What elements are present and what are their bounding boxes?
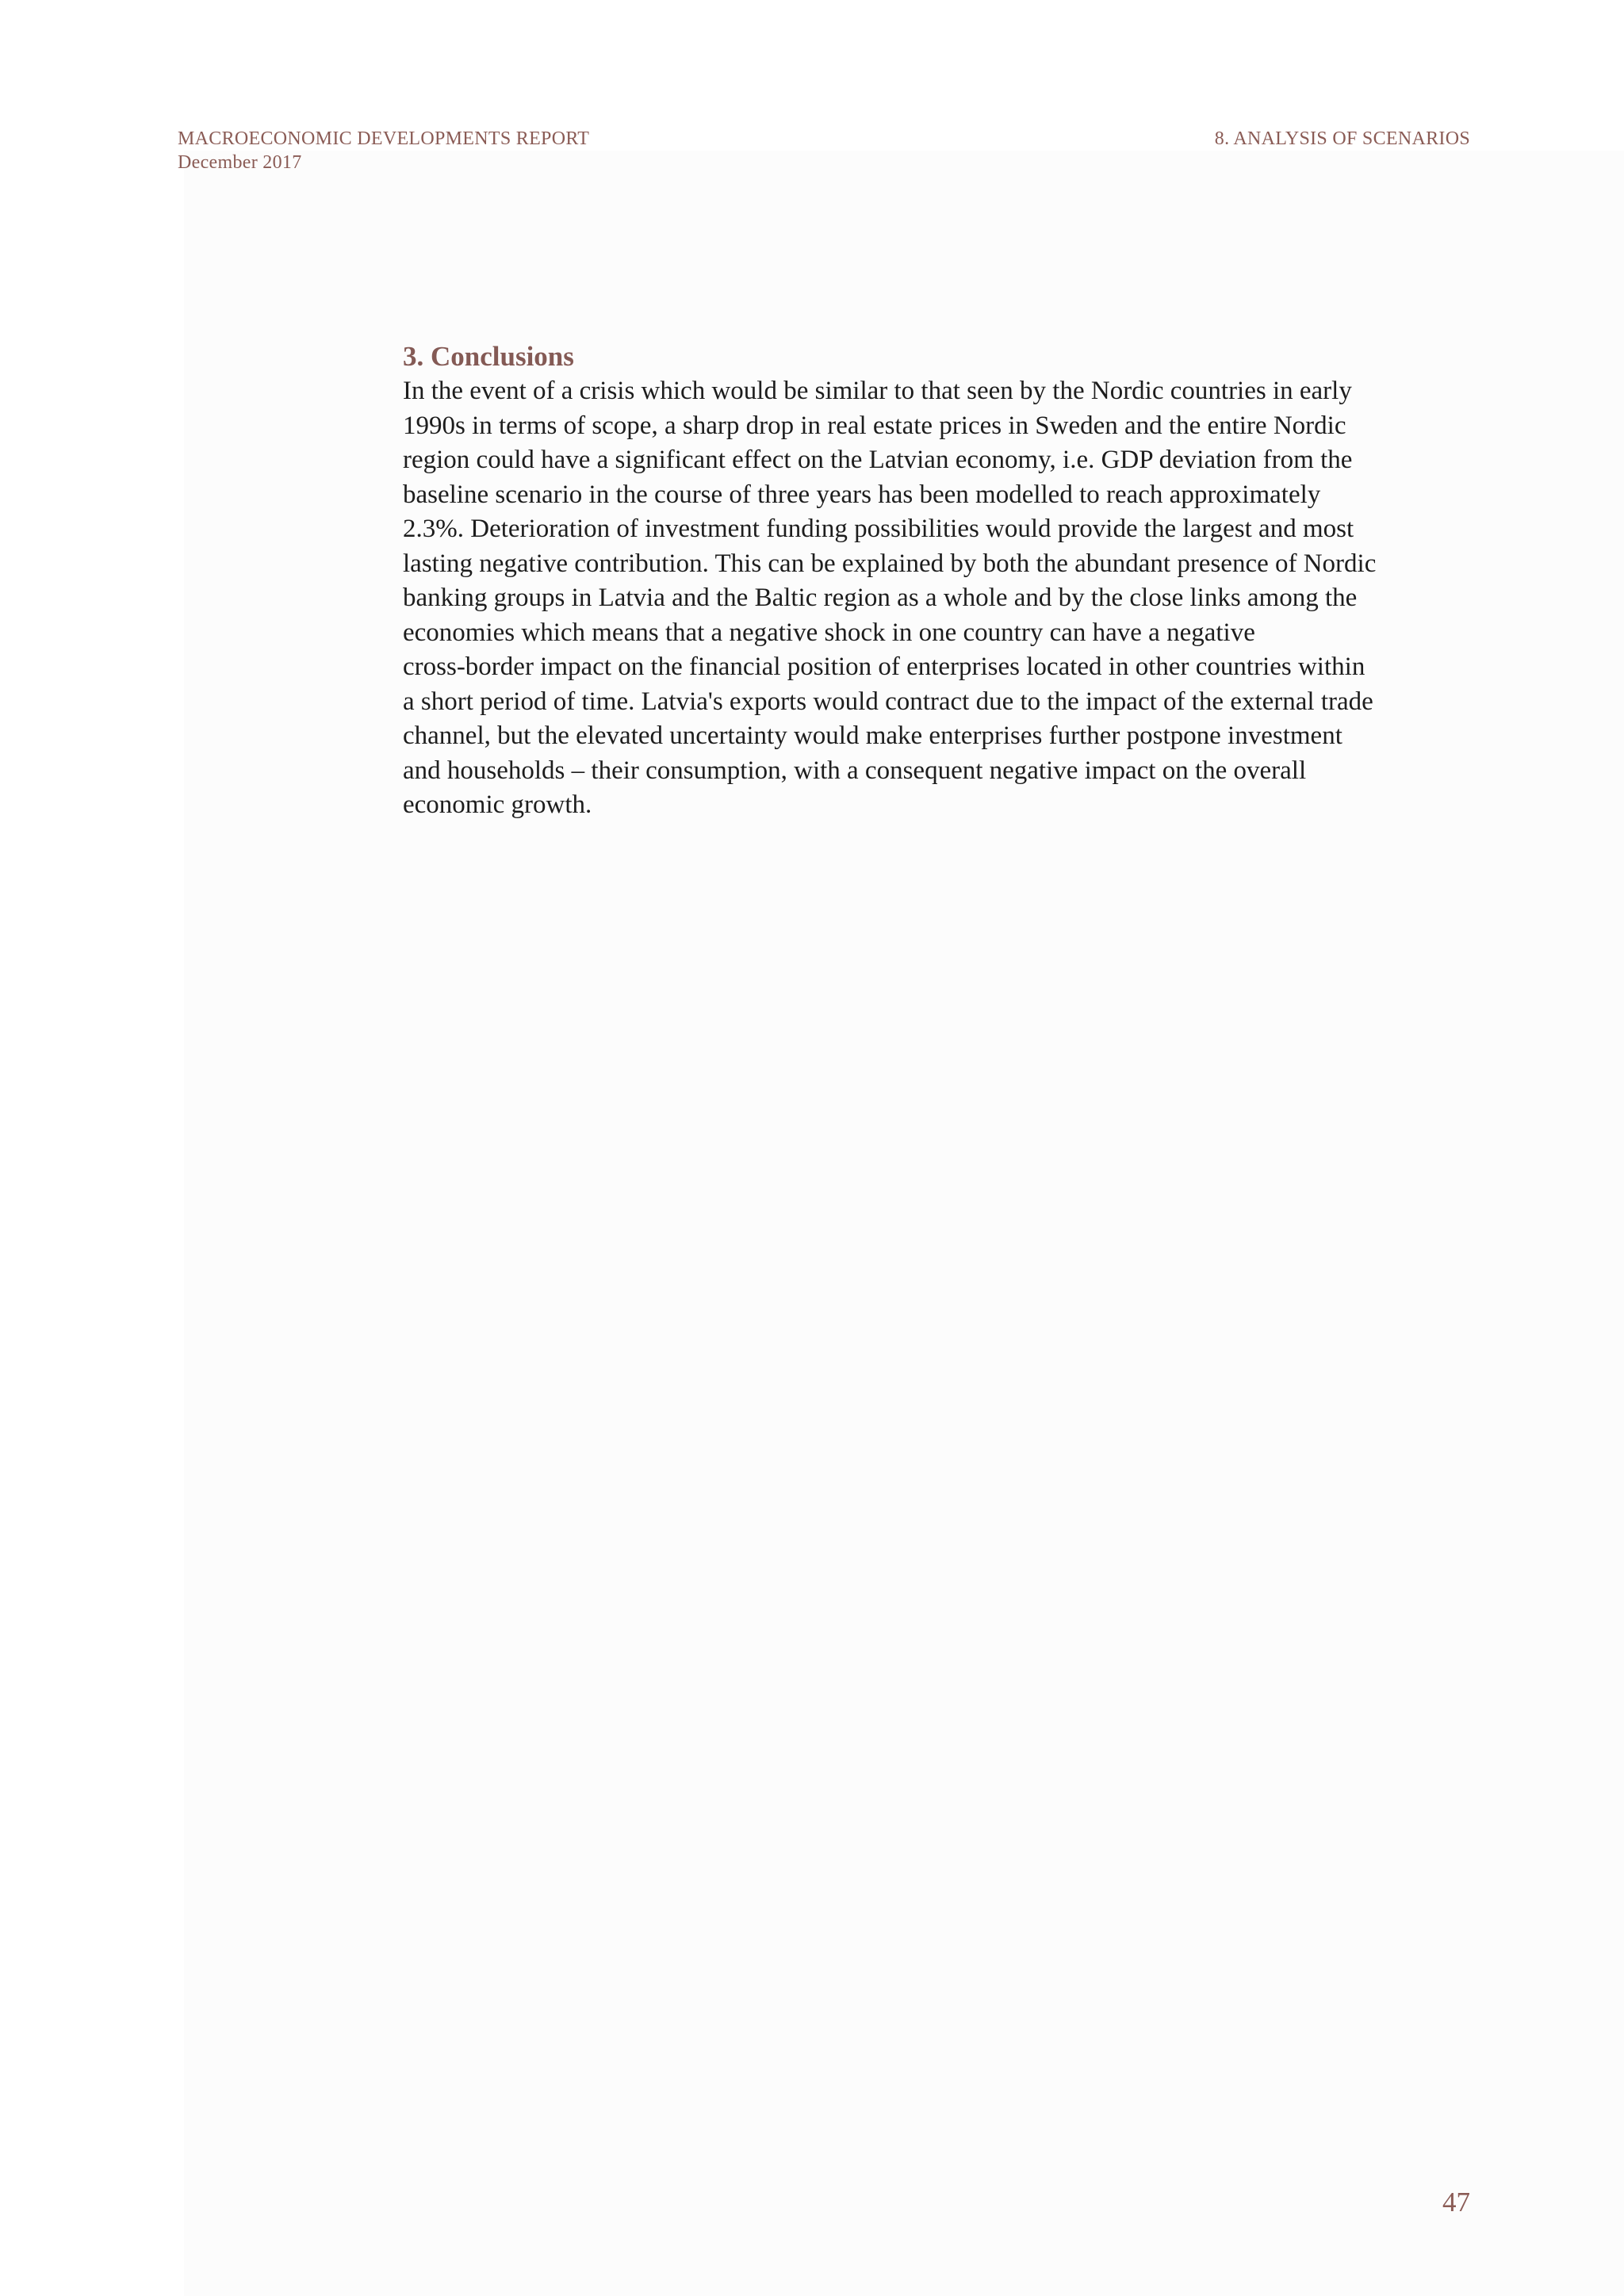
section-heading: 3. Conclusions [403,341,574,372]
chapter-title: 8. ANALYSIS OF SCENARIOS [1214,128,1470,149]
page-number: 47 [1442,2187,1470,2218]
report-title: MACROECONOMIC DEVELOPMENTS REPORT [178,128,590,149]
paragraph-line: 2.3%. Deterioration of investment funding possibilities would provide the largest and most [403,515,1354,543]
paragraph-line: channel, but the elevated uncertainty would make enterprises further postpone investment [403,721,1342,750]
paragraph-line: economic growth. [403,790,592,819]
paragraph-line: region could have a significant effect on the Latvian economy, i.e. GDP deviation from the [403,446,1353,474]
header-left [178,127,589,174]
paragraph-line: lasting negative contribution. This can be explained by both the abundant presence of Nordic [403,549,1377,578]
paragraph-line: banking groups in Latvia and the Baltic region as a whole and by the close links among the [403,584,1358,612]
paragraph-line: economies which means that a negative shock in one country can have a negative [403,618,1255,647]
section-paragraph [403,374,1481,823]
paragraph-line: 1990s in terms of scope, a sharp drop in real estate prices in Sweden and the entire Nordic [403,411,1346,440]
paragraph-line: In the event of a crisis which would be similar to that seen by the Nordic countries in early [403,377,1352,405]
paragraph-line: a short period of time. Latvia's exports would contract due to the impact of the external trade [403,687,1373,716]
paragraph-line: baseline scenario in the course of three years has been modelled to reach approximately [403,480,1321,509]
report-date: December 2017 [178,152,302,173]
main-content [403,339,1481,823]
paragraph-line: and households – their consumption, with a consequent negative impact on the overall [403,756,1307,785]
paragraph-line: cross-border impact on the financial position of enterprises located in other countries within [403,652,1365,681]
